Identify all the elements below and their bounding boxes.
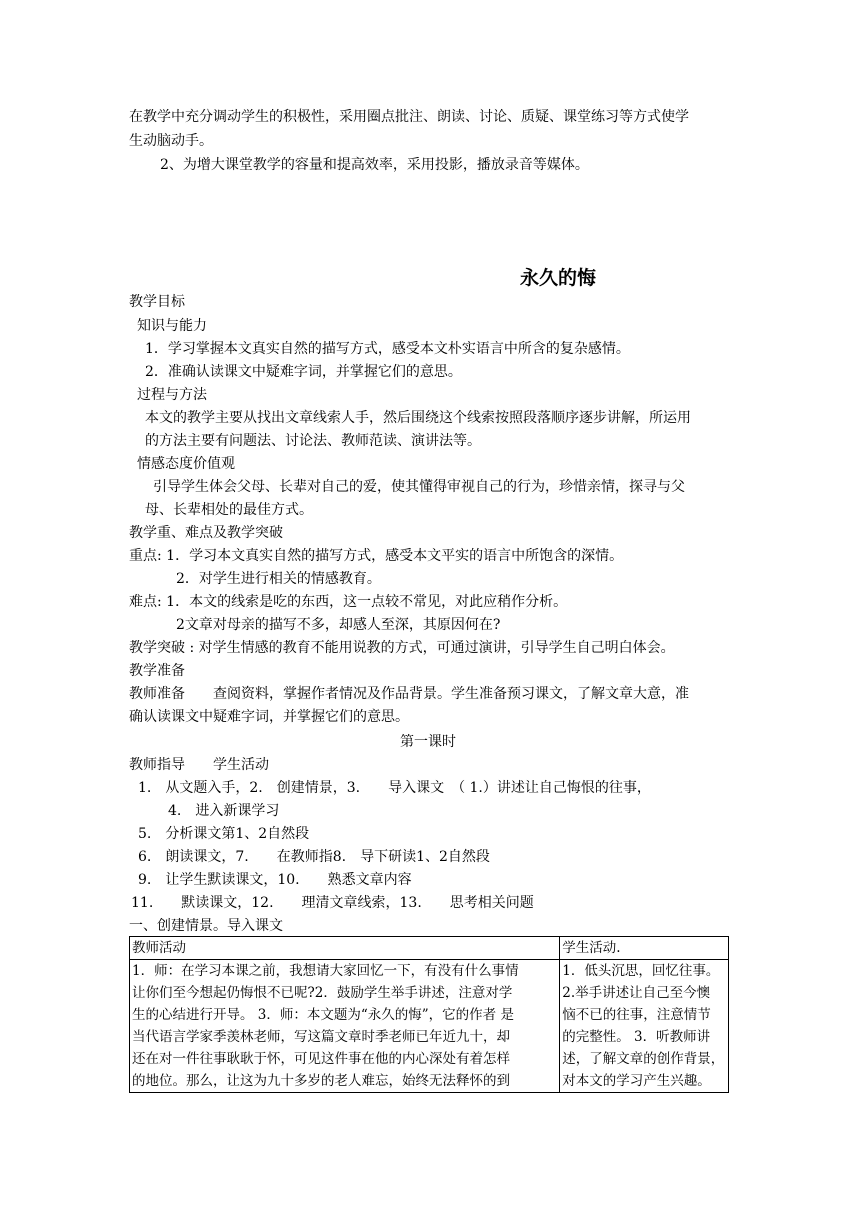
cell-text-line: 1．低头沉思，回忆往事。: [562, 963, 720, 979]
body-text-line: 的方法主要有问题法、讨论法、教师范读、演讲法等。: [145, 433, 481, 449]
cell-text-line: 的地位。那么，让这为九十多岁的老人难忘，始终无法释怀的到: [132, 1073, 510, 1089]
body-text-line: 1．学习掌握本文真实自然的描写方式，感受本文朴实语言中所含的复杂感情。: [145, 341, 630, 357]
table-header-student: 学生活动.: [560, 937, 729, 960]
body-text-line: 确认读课文中疑难字词，并掌握它们的意思。: [129, 709, 409, 725]
cell-text-line: 当代语言学家季羡林老师，写这篇文章时季老师已年近九十，却: [132, 1029, 510, 1045]
body-text-line: 难点: 1．本文的线索是吃的东西，这一点较不常见，对此应稍作分析。: [129, 594, 568, 610]
subsection-heading: 情感态度价值观: [137, 456, 235, 472]
body-text-line: 教学突破 : 对学生情感的教育不能用说教的方式，可通过演讲，引导学生自己明白体会。: [129, 640, 675, 656]
cell-text-line: 恼不已的往事，注意情节: [562, 1007, 711, 1023]
teacher-activity-cell: [130, 960, 560, 1093]
activity-table: [129, 936, 729, 1093]
lesson-step-line: 1. 从文题入手，2. 创建情景，3. 导入课文 （ 1.）讲述让自己悔恨的往事，: [138, 780, 651, 796]
lesson-step-line: 5. 分析课文第1、2自然段: [138, 826, 310, 842]
body-text-line: 本文的教学主要从找出文章线索人手，然后围绕这个线索按照段落顺序逐步讲解，所运用: [145, 410, 691, 426]
body-text-line: 引导学生体会父母、长辈对自己的爱，使其懂得审视自己的行为，珍惜亲情，探寻与父: [153, 479, 685, 495]
table-row: [130, 960, 729, 1093]
lesson-step-line: 4. 进入新课学习: [168, 803, 280, 819]
student-activity-cell: [560, 960, 729, 1093]
body-text-line: 教师准备 查阅资料，掌握作者情况及作品背景。学生准备预习课文，了解文章大意，准: [129, 686, 689, 702]
cell-text-line: 生的心结进行开导。 3．师：本文题为“永久的悔”，它的作者 是: [132, 1007, 514, 1023]
lesson-step-line: 9. 让学生默读课文，10. 熟悉文章内容: [138, 872, 412, 888]
cell-text-line: 的完整性。 3．听教师讲: [562, 1029, 711, 1045]
cell-text-line: 述，了解文章的创作背景，: [562, 1051, 725, 1067]
cell-text-line: 对本文的学习产生兴趣。: [562, 1073, 711, 1089]
section-heading: 教学目标: [129, 294, 185, 310]
lesson-header: 教师指导 学生活动: [129, 757, 269, 773]
lesson-title: 第一课时: [400, 734, 456, 750]
lesson-step-line: 6. 朗读课文，7. 在教师指8. 导下研读1、2自然段: [138, 849, 490, 865]
cell-text-line: 1．师：在学习本课之前，我想请大家回忆一下，有没有什么事情: [132, 963, 519, 979]
cell-text-line: 让你们至今想起仍悔恨不已呢?2．鼓励学生举手讲述，注意对学: [132, 985, 513, 1001]
cell-text-line: 还在对一件往事耿耿于怀，可见这件事在他的内心深处有着怎样: [132, 1051, 510, 1067]
subsection-heading: 过程与方法: [137, 387, 207, 403]
body-text-line: 在教学中充分调动学生的积极性，采用圈点批注、朗读、讨论、质疑、课堂练习等方式使学: [129, 109, 689, 125]
cell-text-line: 2.举手讲述让自己至今懊: [562, 985, 711, 1001]
body-text-line: 重点: 1．学习本文真实自然的描写方式，感受本文平实的语言中所饱含的深情。: [129, 548, 624, 564]
body-text-line: 2．对学生进行相关的情感教育。: [176, 571, 381, 587]
section-heading: 教学重、难点及教学突破: [129, 525, 283, 541]
table-header-row: [130, 937, 729, 960]
table-header-teacher: 教师活动: [130, 937, 560, 960]
section-heading: 教学准备: [129, 663, 185, 679]
subsection-heading: 知识与能力: [137, 318, 207, 334]
document-title: 永久的悔: [520, 267, 597, 289]
body-text-line: 生动脑动手。: [129, 133, 213, 149]
body-text-line: 2．准确认读课文中疑难字词，并掌握它们的意思。: [145, 364, 462, 380]
body-text-line: 2文章对母亲的描写不多，却感人至深，其原因何在?: [176, 617, 501, 633]
body-text-line: 2、为增大课堂教学的容量和提高效率，采用投影，播放录音等媒体。: [160, 157, 589, 173]
section-heading: 一、创建情景。导入课文: [129, 918, 283, 934]
lesson-step-line: 11. 默读课文，12. 理清文章线索，13. 思考相关问题: [131, 895, 534, 911]
body-text-line: 母、长辈相处的最佳方式。: [145, 502, 313, 518]
